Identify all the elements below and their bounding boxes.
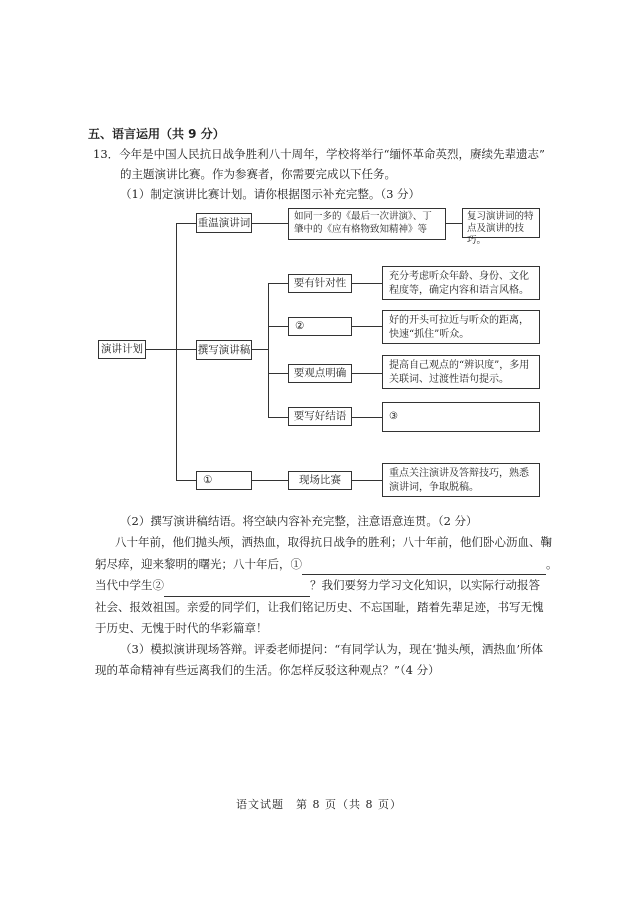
node-review-examples: 如同一多的《最后一次讲演》、丁肇中的《应有格物致知精神》等 [288, 208, 446, 240]
node-review-goal: 复习演讲词的特点及演讲的技巧。 [462, 208, 540, 238]
node-opening-desc: 好的开头可拉近与听众的距离，快速“抓住”听众。 [382, 310, 540, 344]
node-live-contest-desc: 重点关注演讲及答辩技巧，熟悉演讲词，争取脱稿。 [382, 463, 540, 497]
node-targeted: 要有针对性 [288, 274, 352, 293]
connector [176, 349, 196, 350]
node-review-speeches: 重温演讲词 [196, 213, 252, 233]
passage-line: 于历史、无愧于时代的华彩篇章！ [95, 621, 268, 635]
connector [352, 373, 382, 374]
diagram-root-node: 演讲计划 [98, 340, 146, 359]
question-intro-line-2: 的主题演讲比赛。作为参赛者，你需要完成以下任务。 [120, 167, 396, 181]
passage-line: 八十年前，他们抛头颅，洒热血，取得抗日战争的胜利；八十年前，他们卧心沥血、鞠 [115, 535, 552, 549]
section-title: 五、语言运用（共 9 分） [88, 127, 225, 141]
part-3-line-2: 现的革命精神有些远离我们的生活。你怎样反驳这种观点？”（4 分） [95, 663, 440, 677]
passage-line: 躬尽瘁，迎来黎明的曙光；八十年后，① 。 [95, 554, 555, 576]
answer-blank-1[interactable] [302, 560, 546, 575]
connector [268, 283, 269, 417]
connector [252, 480, 288, 481]
conclusion-passage [95, 532, 558, 640]
node-blank-2: ② [288, 317, 352, 336]
connector [268, 326, 288, 327]
connector [352, 480, 382, 481]
connector [268, 283, 288, 284]
node-conclusion: 要写好结语 [288, 407, 352, 426]
question-intro-line-1: 13．今年是中国人民抗日战争胜利八十周年，学校将举行“缅怀革命英烈，赓续先辈遗志” [93, 147, 545, 161]
passage-line: 当代中学生② ？我们要努力学习文化知识，以实际行动报答 [95, 575, 555, 597]
connector [252, 349, 268, 350]
part-3-line-1: （3）模拟演讲现场答辩。评委老师提问：“有同学认为，现在‘抛头颅，洒热血’所体 [120, 642, 544, 656]
connector [352, 326, 382, 327]
node-write-draft: 撰写演讲稿 [196, 340, 252, 360]
node-live-contest: 现场比赛 [288, 471, 352, 490]
connector [252, 223, 288, 224]
node-clear-view: 要观点明确 [288, 364, 352, 383]
connector [176, 223, 196, 224]
connector [176, 480, 196, 481]
connector [268, 373, 288, 374]
passage-line: 社会、报效祖国。亲爱的同学们，让我们铭记历史、不忘国耻，踏着先辈足迹，书写无愧 [95, 599, 544, 614]
node-targeted-desc: 充分考虑听众年龄、身份、文化程度等，确定内容和语言风格。 [382, 266, 540, 300]
connector [446, 223, 462, 224]
page-footer: 语文试题 第 8 页（共 8 页） [236, 798, 402, 811]
node-clear-view-desc: 提高自己观点的“辨识度”，多用关联词、过渡性语句提示。 [382, 355, 540, 389]
connector [146, 349, 176, 350]
answer-blank-2[interactable] [164, 582, 310, 597]
connector [352, 417, 382, 418]
connector [268, 417, 288, 418]
node-blank-1: ① [196, 471, 252, 490]
part-1-instruction: （1）制定演讲比赛计划。请你根据图示补充完整。（3 分） [120, 187, 421, 201]
part-2-instruction: （2）撰写演讲稿结语。将空缺内容补充完整，注意语意连贯。（2 分） [120, 514, 478, 528]
connector [352, 283, 382, 284]
connector [176, 223, 177, 481]
node-blank-3: ③ [382, 402, 540, 432]
